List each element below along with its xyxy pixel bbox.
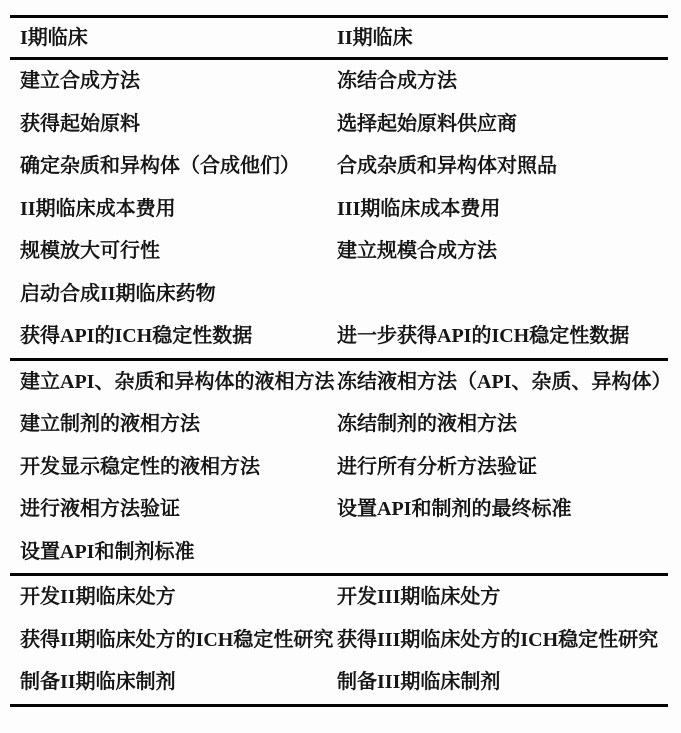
cell-phase2-activity: 进一步获得API的ICH稳定性数据 <box>337 325 630 348</box>
table-row <box>10 60 668 103</box>
cell-phase2-activity: 建立规模合成方法 <box>337 240 497 263</box>
cell-phase2-activity: 获得III期临床处方的ICH稳定性研究 <box>337 628 659 651</box>
cell-phase1-activity: 开发显示稳定性的液相方法 <box>20 455 260 478</box>
cell-phase1-activity: II期临床成本费用 <box>20 197 176 220</box>
cell-phase2-activity: 制备III期临床制剂 <box>337 671 501 694</box>
cell-phase1-activity: 获得起始原料 <box>20 112 140 135</box>
cell-phase2-activity: 进行所有分析方法验证 <box>337 455 537 478</box>
table-row <box>10 661 668 704</box>
table-row <box>10 576 668 619</box>
table-row <box>10 619 668 662</box>
cell-phase2-activity: 冻结液相方法（API、杂质、异构体） <box>337 370 672 393</box>
table-row <box>10 188 668 231</box>
cell-phase1-activity: 建立制剂的液相方法 <box>20 413 200 436</box>
cell-phase1-activity: 获得API的ICH稳定性数据 <box>20 325 253 348</box>
cell-phase1-activity: 进行液相方法验证 <box>20 498 180 521</box>
cell-phase1-activity: 开发II期临床处方 <box>20 586 176 609</box>
clinical-phase-comparison-table <box>10 15 672 707</box>
table-body <box>10 60 672 707</box>
table-row <box>10 361 672 404</box>
cell-phase2-activity: 冻结制剂的液相方法 <box>337 413 517 436</box>
table-header-row <box>10 18 668 57</box>
table-row <box>10 315 668 358</box>
cell-phase2-activity: 开发III期临床处方 <box>337 586 501 609</box>
table-row <box>10 403 668 446</box>
cell-phase2-activity: III期临床成本费用 <box>337 197 501 220</box>
cell-phase1-activity: 设置API和制剂标准 <box>20 540 195 563</box>
table-row <box>10 531 668 574</box>
table-row <box>10 145 668 188</box>
cell-phase1-activity: 规模放大可行性 <box>20 240 160 263</box>
table-row <box>10 230 668 273</box>
table-row <box>10 488 668 531</box>
cell-phase1-activity: 启动合成II期临床药物 <box>20 282 216 305</box>
cell-phase1-activity: 确定杂质和异构体（合成他们） <box>20 155 300 178</box>
table-bottom-border <box>10 704 668 707</box>
table-row <box>10 103 668 146</box>
cell-phase2-activity: 冻结合成方法 <box>337 70 457 93</box>
cell-phase1-activity: 建立合成方法 <box>20 70 140 93</box>
cell-phase1-activity: 制备II期临床制剂 <box>20 671 176 694</box>
table-row <box>10 446 668 489</box>
table-row <box>10 273 668 316</box>
cell-phase2-activity: 设置API和制剂的最终标准 <box>337 498 572 521</box>
cell-phase2-activity: 合成杂质和异构体对照品 <box>337 155 557 178</box>
column-header-phase1: I期临床 <box>20 26 88 49</box>
cell-phase1-activity: 建立API、杂质和异构体的液相方法 <box>20 370 335 393</box>
cell-phase2-activity: 选择起始原料供应商 <box>337 112 517 135</box>
cell-phase1-activity: 获得II期临床处方的ICH稳定性研究 <box>20 628 334 651</box>
column-header-phase2: II期临床 <box>337 26 413 49</box>
